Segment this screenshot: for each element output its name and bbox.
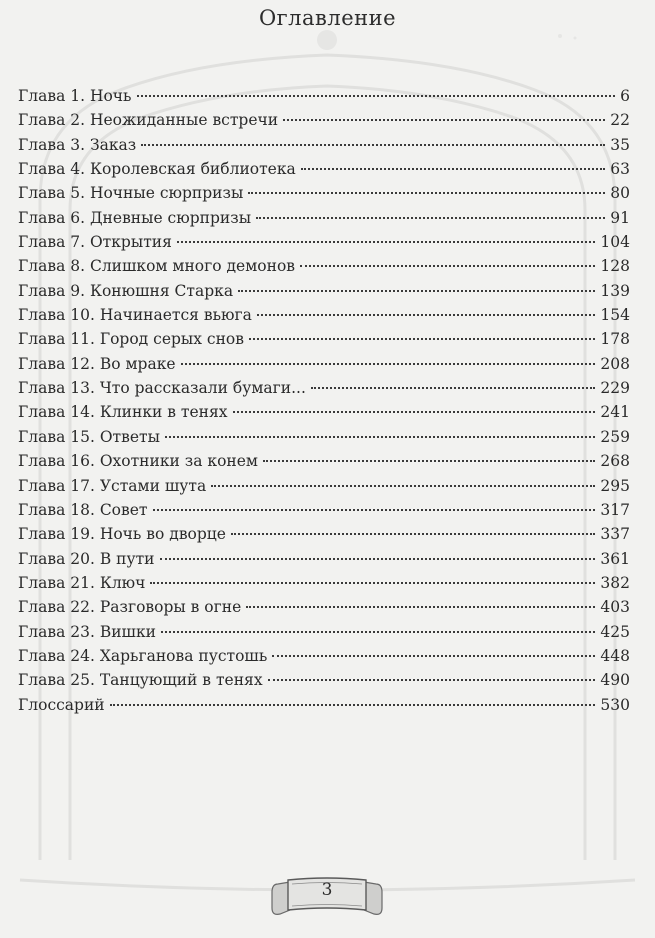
toc-entry-title: Глава 23. Вишки bbox=[18, 622, 156, 641]
dot-leader bbox=[301, 154, 605, 170]
toc-entry-title: Глава 9. Конюшня Старка bbox=[18, 281, 234, 300]
toc-entry-page: 178 bbox=[600, 330, 630, 349]
toc-entry-title: Глава 24. Харьганова пустошь bbox=[18, 646, 268, 665]
toc-entry-page: 63 bbox=[610, 160, 630, 179]
toc-entry-page: 35 bbox=[610, 135, 630, 154]
toc-entry-page: 361 bbox=[600, 549, 630, 568]
toc-entry-title: Глава 4. Королевская библиотека bbox=[18, 160, 296, 179]
dot-leader bbox=[165, 422, 595, 438]
toc-entry-page: 139 bbox=[600, 281, 630, 300]
toc-entry-page: 22 bbox=[610, 111, 630, 130]
toc-entry-title: Глава 15. Ответы bbox=[18, 427, 160, 446]
dot-leader bbox=[263, 446, 595, 462]
toc-entry-title: Глава 16. Охотники за конем bbox=[18, 452, 258, 471]
toc-entry-page: 241 bbox=[600, 403, 630, 422]
dot-leader bbox=[181, 349, 596, 365]
dot-leader bbox=[233, 397, 596, 413]
toc-entry-page: 337 bbox=[600, 525, 630, 544]
page-title: Оглавление bbox=[258, 6, 397, 30]
dot-leader bbox=[272, 641, 595, 657]
toc-entry-page: 128 bbox=[600, 257, 630, 276]
dot-leader bbox=[311, 373, 596, 389]
dot-leader bbox=[160, 544, 596, 560]
toc-entry-title: Глоссарий bbox=[18, 695, 105, 714]
toc-entry-title: Глава 22. Разговоры в огне bbox=[18, 598, 242, 617]
toc-entry-title: Глава 20. В пути bbox=[18, 549, 155, 568]
toc-entry-page: 317 bbox=[600, 500, 630, 519]
toc-entry-page: 448 bbox=[600, 646, 630, 665]
dot-leader bbox=[231, 519, 595, 535]
toc-entry-title: Глава 1. Ночь bbox=[18, 87, 132, 105]
toc-entry-title: Глава 21. Ключ bbox=[18, 573, 146, 592]
dot-leader bbox=[150, 568, 595, 584]
toc-entry-page: 91 bbox=[610, 208, 630, 227]
dot-leader bbox=[141, 130, 605, 146]
toc-entry-page: 80 bbox=[610, 184, 630, 203]
toc-entry-page: 490 bbox=[600, 671, 630, 690]
toc-entry-title: Глава 11. Город серых снов bbox=[18, 330, 244, 349]
toc-entry-page: 530 bbox=[600, 695, 630, 714]
dot-leader bbox=[256, 203, 605, 219]
page-footer bbox=[0, 874, 655, 924]
toc-entry-title: Глава 17. Устами шута bbox=[18, 476, 207, 495]
toc-entry-title: Глава 7. Открытия bbox=[18, 233, 172, 252]
toc-entry-title: Глава 12. Во мраке bbox=[18, 354, 176, 373]
dot-leader bbox=[177, 227, 596, 243]
toc-entry-page: 268 bbox=[600, 452, 630, 471]
dot-leader bbox=[211, 471, 595, 487]
toc-entry-page: 229 bbox=[600, 379, 630, 398]
dot-leader bbox=[161, 617, 595, 633]
dot-leader bbox=[248, 178, 605, 194]
toc-entry-title: Глава 6. Дневные сюрпризы bbox=[18, 208, 252, 227]
toc-entry-title: Глава 25. Танцующий в тенях bbox=[18, 671, 263, 690]
toc-entry-title: Глава 19. Ночь во дворце bbox=[18, 525, 226, 544]
dot-leader bbox=[238, 276, 595, 292]
dot-leader bbox=[249, 324, 595, 340]
toc-entry-page: 295 bbox=[600, 476, 630, 495]
toc-entry-page: 154 bbox=[600, 306, 630, 325]
toc-entry bbox=[18, 693, 630, 717]
toc-entry-page: 104 bbox=[600, 233, 630, 252]
toc-entry-title: Глава 5. Ночные сюрпризы bbox=[18, 184, 244, 203]
toc-entry-page: 6 bbox=[620, 87, 630, 105]
toc-entry-title: Глава 18. Совет bbox=[18, 500, 148, 519]
toc-entry-title: Глава 3. Заказ bbox=[18, 135, 137, 154]
toc-entry-title: Глава 8. Слишком много демонов bbox=[18, 257, 296, 276]
toc-entry-page: 259 bbox=[600, 427, 630, 446]
toc-entry-title: Глава 13. Что рассказали бумаги... bbox=[18, 379, 306, 398]
dot-leader bbox=[153, 495, 596, 511]
toc-entry-title: Глава 2. Неожиданные встречи bbox=[18, 111, 279, 130]
toc-entry-page: 403 bbox=[600, 598, 630, 617]
dot-leader bbox=[110, 690, 596, 706]
dot-leader bbox=[257, 300, 596, 316]
dot-leader bbox=[246, 592, 595, 608]
page-number: 3 bbox=[321, 880, 333, 900]
table-of-contents bbox=[18, 84, 630, 717]
dot-leader bbox=[300, 251, 595, 267]
dot-leader bbox=[268, 665, 596, 681]
toc-entry-title: Глава 10. Начинается вьюга bbox=[18, 306, 252, 325]
toc-entry-page: 425 bbox=[600, 622, 630, 641]
dot-leader bbox=[137, 81, 616, 97]
toc-entry-title: Глава 14. Клинки в тенях bbox=[18, 403, 228, 422]
dot-leader bbox=[283, 105, 605, 121]
toc-entry-page: 208 bbox=[600, 354, 630, 373]
toc-entry-page: 382 bbox=[600, 573, 630, 592]
